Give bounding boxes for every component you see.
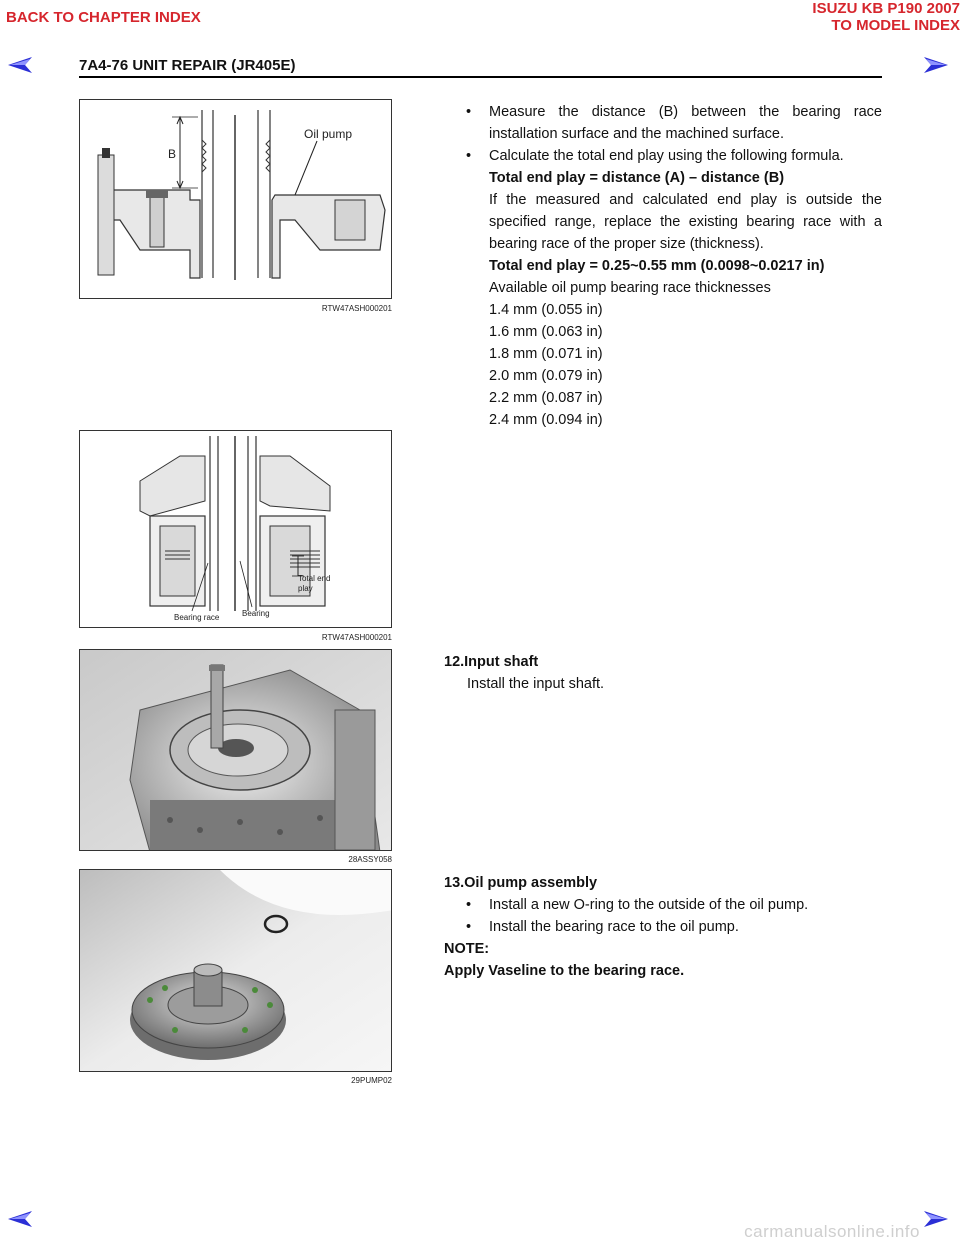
thickness-item: 2.2 mm (0.087 in) [489, 390, 603, 406]
bullet-icon: • [466, 148, 472, 164]
figure4-code: 29PUMP02 [351, 1076, 392, 1085]
end-play-procedure [444, 101, 882, 431]
total-end-play-figure [79, 430, 392, 628]
replacement-note: If the measured and calculated end play is outside the specified range, replace the existing bearing race with a bearing race of the proper size (thickness). [489, 192, 882, 252]
model-name: ISUZU KB P190 2007 [812, 0, 960, 17]
previous-page-arrow-icon[interactable] [8, 57, 34, 73]
bullet-icon: • [466, 897, 472, 913]
list-item: • Measure the distance (B) between the bearing race installation surface and the machined surface. [444, 101, 882, 145]
thickness-item: 1.8 mm (0.071 in) [489, 346, 603, 362]
next-page-arrow-icon[interactable] [922, 57, 948, 73]
figure1-code: RTW47ASH000201 [321, 304, 392, 313]
step-13-title: 13.Oil pump assembly [444, 875, 598, 891]
thickness-item: 2.4 mm (0.094 in) [489, 412, 603, 428]
oil-pump-distance-b-figure [79, 99, 392, 299]
thickness-item: 2.0 mm (0.079 in) [489, 368, 603, 384]
step-12-body: Install the input shaft. [467, 676, 605, 692]
to-model-index-label[interactable]: TO MODEL INDEX [831, 17, 960, 34]
step-13-oil-pump-assembly [444, 872, 882, 982]
input-shaft-photo [79, 649, 392, 851]
thickness-item: 1.4 mm (0.055 in) [489, 302, 603, 318]
next-page-arrow-icon[interactable] [922, 1211, 948, 1227]
end-play-spec: Total end play = 0.25~0.55 mm (0.0098~0.0217 in) [489, 258, 825, 274]
bullet-icon: • [466, 919, 472, 935]
header-divider [79, 76, 882, 78]
list-item: • Install the bearing race to the oil pump. [444, 916, 882, 938]
thickness-list-title: Available oil pump bearing race thicknesses [489, 280, 771, 296]
list-item: • Install a new O-ring to the outside of the oil pump. [444, 894, 882, 916]
figure3-code: 28ASSY058 [348, 855, 392, 864]
back-to-chapter-index-link[interactable]: BACK TO CHAPTER INDEX [6, 9, 201, 26]
figure2-code: RTW47ASH000201 [321, 633, 392, 642]
watermark: carmanualsonline.info [744, 1222, 920, 1241]
step-12-input-shaft [444, 651, 882, 695]
end-play-formula: Total end play = distance (A) – distance (B) [489, 170, 785, 186]
list-item: • Calculate the total end play using the following formula. [444, 145, 882, 167]
bullet-icon: • [466, 104, 472, 120]
note-text: Apply Vaseline to the bearing race. [444, 963, 685, 979]
note-label: NOTE: [444, 941, 490, 957]
previous-page-arrow-icon[interactable] [8, 1211, 34, 1227]
thickness-item: 1.6 mm (0.063 in) [489, 324, 603, 340]
figure1-label-b: B [168, 147, 177, 161]
page-title: 7A4-76 UNIT REPAIR (JR405E) [79, 57, 296, 74]
figure2-label-play: play [298, 584, 313, 593]
oil-pump-assembly-photo [79, 869, 392, 1072]
figure2-label-total-end: Total end [298, 574, 331, 583]
figure2-label-bearing-race: Bearing race [174, 613, 220, 622]
figure2-label-bearing: Bearing [242, 609, 270, 618]
figure1-label-oil-pump: Oil pump [304, 127, 353, 141]
step-12-title: 12.Input shaft [444, 654, 539, 670]
